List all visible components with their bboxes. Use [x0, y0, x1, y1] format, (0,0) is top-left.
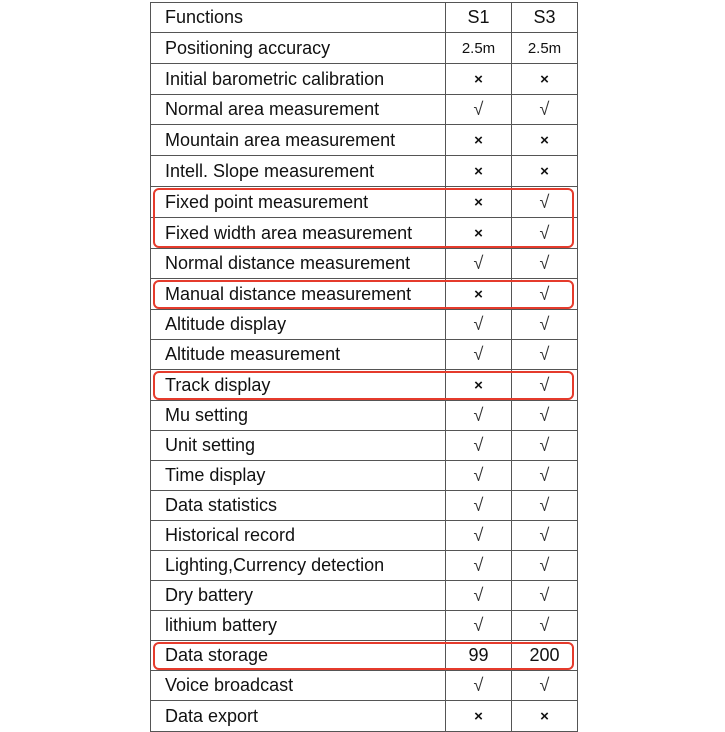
- s1-value-cell: [446, 64, 512, 95]
- s1-value-cell: [446, 125, 512, 156]
- cross-icon: ×: [474, 225, 483, 242]
- cross-icon: ×: [474, 194, 483, 211]
- s3-value-cell: [512, 611, 578, 641]
- cross-icon: ×: [540, 132, 549, 149]
- table-row: [151, 33, 578, 64]
- s3-value-cell: [512, 279, 578, 310]
- check-icon: √: [539, 405, 550, 425]
- s1-value-cell: [446, 156, 512, 187]
- s3-value-cell: [512, 156, 578, 187]
- s1-value-cell: [446, 218, 512, 249]
- s3-value-cell: [512, 95, 578, 125]
- table-header-row: [151, 3, 578, 33]
- s1-value-cell: [446, 340, 512, 370]
- check-icon: √: [539, 374, 550, 395]
- check-icon: √: [473, 525, 484, 545]
- table-row: [151, 249, 578, 279]
- check-icon: √: [539, 675, 550, 695]
- s1-value-cell: [446, 95, 512, 125]
- check-icon: √: [473, 675, 484, 695]
- s3-value-cell: [512, 491, 578, 521]
- table-row: [151, 431, 578, 461]
- cross-icon: ×: [474, 163, 483, 180]
- check-icon: √: [473, 555, 484, 575]
- function-name-cell: lithium battery: [151, 611, 446, 641]
- cross-icon: ×: [540, 71, 549, 88]
- comparison-table-wrapper: [150, 2, 577, 732]
- feature-comparison-table: [150, 2, 578, 732]
- table-row: [151, 401, 578, 431]
- s3-value-cell: [512, 671, 578, 701]
- s3-value-cell: [512, 340, 578, 370]
- s1-value-cell: [446, 370, 512, 401]
- check-icon: √: [473, 99, 484, 119]
- table-row: [151, 218, 578, 249]
- check-icon: √: [539, 253, 550, 273]
- table-row: [151, 551, 578, 581]
- check-icon: √: [473, 465, 484, 485]
- function-name-cell: Altitude display: [151, 310, 446, 340]
- s3-accuracy-value: 2.5m: [527, 40, 562, 57]
- function-name-cell: Altitude measurement: [151, 340, 446, 370]
- s1-value-cell: [446, 33, 512, 64]
- function-name-cell: Mu setting: [151, 401, 446, 431]
- s1-value-cell: [446, 279, 512, 310]
- check-icon: √: [473, 615, 484, 635]
- table-row: [151, 64, 578, 95]
- function-name-cell: Dry battery: [151, 581, 446, 611]
- header-s3: S3: [512, 3, 578, 33]
- table-row: [151, 279, 578, 310]
- function-name-cell: Time display: [151, 461, 446, 491]
- s3-value-cell: [512, 187, 578, 218]
- check-icon: √: [539, 525, 550, 545]
- check-icon: √: [473, 435, 484, 455]
- s1-storage-value: 99: [468, 645, 489, 665]
- function-name-cell: Normal distance measurement: [151, 249, 446, 279]
- check-icon: √: [539, 465, 550, 485]
- s1-value-cell: [446, 551, 512, 581]
- s1-value-cell: [446, 611, 512, 641]
- s1-value-cell: [446, 521, 512, 551]
- cross-icon: ×: [474, 286, 483, 303]
- check-icon: √: [539, 435, 550, 455]
- s1-value-cell: [446, 461, 512, 491]
- cross-icon: ×: [540, 708, 549, 725]
- function-name-cell: Intell. Slope measurement: [151, 156, 446, 187]
- check-icon: √: [539, 585, 550, 605]
- table-row: [151, 461, 578, 491]
- table-row: [151, 491, 578, 521]
- table-row: [151, 95, 578, 125]
- s3-value-cell: [512, 249, 578, 279]
- cross-icon: ×: [474, 71, 483, 88]
- check-icon: √: [473, 585, 484, 605]
- function-name-cell: Data storage: [151, 641, 446, 671]
- table-row: [151, 521, 578, 551]
- table-row: [151, 611, 578, 641]
- function-name-cell: Unit setting: [151, 431, 446, 461]
- function-name-cell: Fixed width area measurement: [151, 218, 446, 249]
- s3-value-cell: [512, 701, 578, 732]
- s1-value-cell: [446, 491, 512, 521]
- function-name-cell: Voice broadcast: [151, 671, 446, 701]
- s1-value-cell: [446, 187, 512, 218]
- s3-value-cell: [512, 641, 578, 671]
- check-icon: √: [473, 495, 484, 515]
- check-icon: √: [539, 615, 550, 635]
- s1-value-cell: [446, 701, 512, 732]
- s3-value-cell: [512, 461, 578, 491]
- s1-value-cell: [446, 641, 512, 671]
- table-body: [151, 33, 578, 732]
- table-row: [151, 187, 578, 218]
- check-icon: √: [539, 222, 550, 243]
- cross-icon: ×: [474, 377, 483, 394]
- s3-value-cell: [512, 581, 578, 611]
- function-name-cell: Initial barometric calibration: [151, 64, 446, 95]
- function-name-cell: Positioning accuracy: [151, 33, 446, 64]
- check-icon: √: [539, 314, 550, 334]
- table-row: [151, 156, 578, 187]
- check-icon: √: [539, 495, 550, 515]
- s1-accuracy-value: 2.5m: [461, 40, 496, 57]
- check-icon: √: [473, 314, 484, 334]
- check-icon: √: [473, 253, 484, 273]
- table-row: [151, 581, 578, 611]
- s3-value-cell: [512, 33, 578, 64]
- header-functions: Functions: [151, 3, 446, 33]
- table-row: [151, 671, 578, 701]
- s3-value-cell: [512, 125, 578, 156]
- function-name-cell: Mountain area measurement: [151, 125, 446, 156]
- s3-value-cell: [512, 218, 578, 249]
- check-icon: √: [539, 283, 550, 304]
- check-icon: √: [539, 555, 550, 575]
- s1-value-cell: [446, 310, 512, 340]
- check-icon: √: [539, 99, 550, 119]
- function-name-cell: Manual distance measurement: [151, 279, 446, 310]
- header-s1: S1: [446, 3, 512, 33]
- function-name-cell: Lighting,Currency detection: [151, 551, 446, 581]
- function-name-cell: Data export: [151, 701, 446, 732]
- check-icon: √: [539, 191, 550, 212]
- s3-value-cell: [512, 64, 578, 95]
- check-icon: √: [473, 405, 484, 425]
- function-name-cell: Historical record: [151, 521, 446, 551]
- function-name-cell: Track display: [151, 370, 446, 401]
- table-row: [151, 310, 578, 340]
- s1-value-cell: [446, 431, 512, 461]
- s1-value-cell: [446, 401, 512, 431]
- table-row: [151, 340, 578, 370]
- table-row: [151, 701, 578, 732]
- s1-value-cell: [446, 249, 512, 279]
- table-row: [151, 370, 578, 401]
- s3-value-cell: [512, 431, 578, 461]
- s3-value-cell: [512, 401, 578, 431]
- function-name-cell: Normal area measurement: [151, 95, 446, 125]
- s3-storage-value: 200: [529, 645, 560, 665]
- s3-value-cell: [512, 370, 578, 401]
- s3-value-cell: [512, 310, 578, 340]
- table-row: [151, 125, 578, 156]
- table-row: [151, 641, 578, 671]
- s3-value-cell: [512, 551, 578, 581]
- cross-icon: ×: [474, 132, 483, 149]
- function-name-cell: Fixed point measurement: [151, 187, 446, 218]
- s3-value-cell: [512, 521, 578, 551]
- function-name-cell: Data statistics: [151, 491, 446, 521]
- cross-icon: ×: [540, 163, 549, 180]
- cross-icon: ×: [474, 708, 483, 725]
- s1-value-cell: [446, 581, 512, 611]
- check-icon: √: [539, 344, 550, 364]
- s1-value-cell: [446, 671, 512, 701]
- check-icon: √: [473, 344, 484, 364]
